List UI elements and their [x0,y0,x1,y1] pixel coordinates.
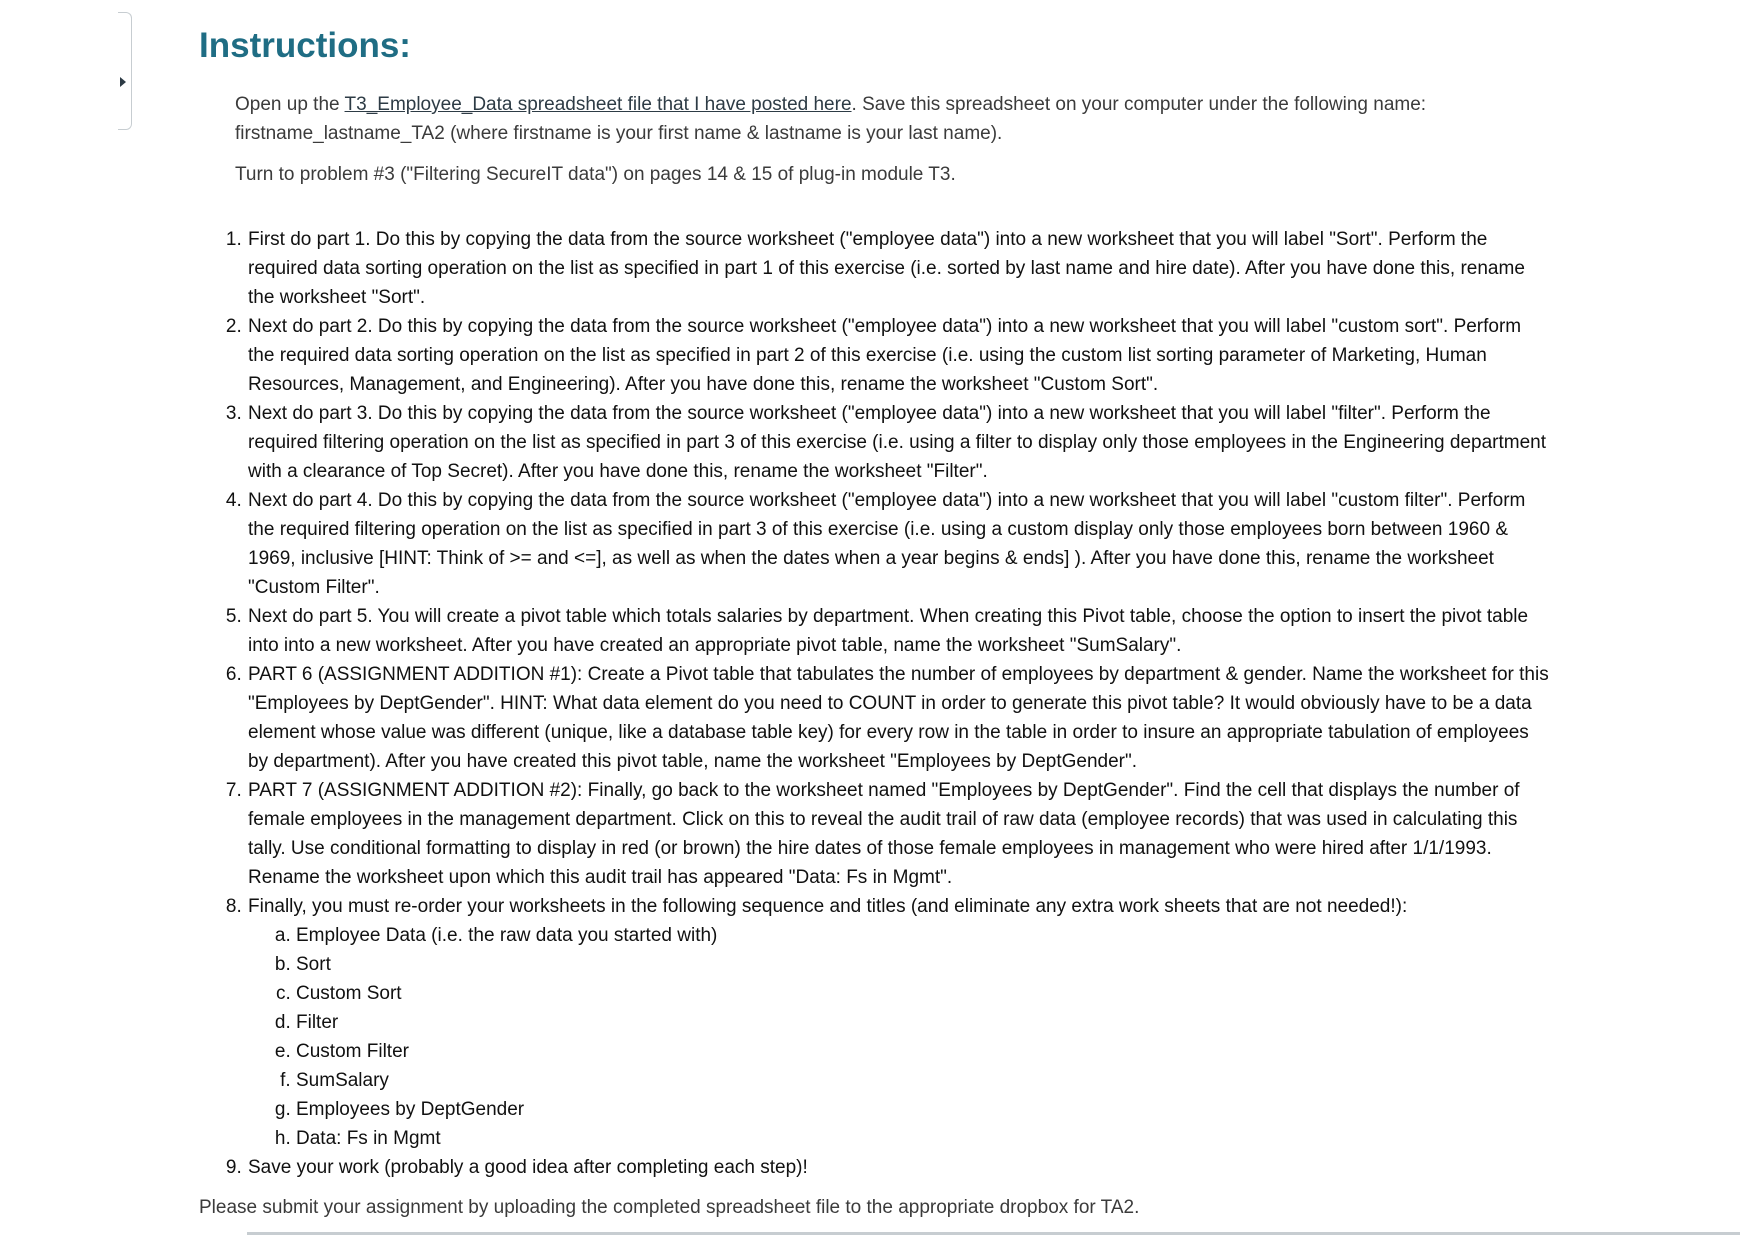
worksheet-order-item: e. Custom Filter [296,1037,1549,1066]
step-item: 4. Next do part 4. Do this by copying the data from the source worksheet ("employee data") into a new worksheet that you will label "custom filter". Perform the required filtering operation on the list as specified in part 3 of this exercise (i.e. using a custom display only those employees born between 1960 & 1969, inclusive [HINT: Think of >= and <=], as well as when the dates when a year begins & ends] ). After you have done this, rename the worksheet "Custom Filter". [247,486,1549,602]
worksheet-order-item: c. Custom Sort [296,979,1549,1008]
step-item: 6. PART 6 (ASSIGNMENT ADDITION #1): Create a Pivot table that tabulates the number of employees by department & gender. Name the worksheet for this "Employees by DeptGender". HINT: What data element do you need to COUNT in order to generate this pivot table? It would obviously have to be a data element whose value was different (unique, like a database table key) for every row in the table in order to insure an appropriate tabulation of employees by department). After you have created this pivot table, name the worksheet "Employees by DeptGender". [247,660,1549,776]
step-item: 3. Next do part 3. Do this by copying the data from the source worksheet ("employee data") into a new worksheet that you will label "filter". Perform the required filtering operation on the list as specified in part 3 of this exercise (i.e. using a filter to display only those employees in the Engineering department with a clearance of Top Secret). After you have done this, rename the worksheet "Filter". [247,399,1549,486]
step-item: 5. Next do part 5. You will create a pivot table which totals salaries by department. When creating this Pivot table, choose the option to insert the pivot table into into a new worksheet. After you have created an appropriate pivot table, name the worksheet "SumSalary". [247,602,1549,660]
submission-note: Please submit your assignment by uploading the completed spreadsheet file to the appropriate dropbox for TA2. [199,1197,1140,1218]
intro-paragraph [235,90,1549,148]
page-title: Instructions: [199,26,411,65]
worksheet-order-item: f. SumSalary [296,1066,1549,1095]
employee-data-file-link[interactable]: T3_Employee_Data spreadsheet file that I have posted here [344,94,852,115]
step-item: 7. PART 7 (ASSIGNMENT ADDITION #2): Finally, go back to the worksheet named "Employees by DeptGender". Find the cell that displays the number of female employees in the management department. Click on this to reveal the audit trail of raw data (employee records) that was used in calculating this tally. Use conditional formatting to display in red (or brown) the hire dates of those female employees in management who were hired after 1/1/1993. Rename the worksheet upon which this audit trail has appeared "Data: Fs in Mgmt". [247,776,1549,892]
intro-section [235,90,1549,189]
step-item [247,892,1549,1153]
worksheet-order-item: a. Employee Data (i.e. the raw data you started with) [296,921,1549,950]
worksheet-order-item: g. Employees by DeptGender [296,1095,1549,1124]
step-item: 1. First do part 1. Do this by copying the data from the source worksheet ("employee data") into a new worksheet that you will label "Sort". Perform the required data sorting operation on the list as specified in part 1 of this exercise (i.e. sorted by last name and hire date). After you have done this, rename the worksheet "Sort". [247,225,1549,312]
step-item: 2. Next do part 2. Do this by copying the data from the source worksheet ("employee data") into a new worksheet that you will label "custom sort". Perform the required data sorting operation on the list as specified in part 2 of this exercise (i.e. using the custom list sorting parameter of Marketing, Human Resources, Management, and Engineering). After you have done this, rename the worksheet "Custom Sort". [247,312,1549,399]
worksheet-order-item: b. Sort [296,950,1549,979]
worksheet-order-list [248,921,1549,1153]
instruction-steps [199,225,1549,1182]
intro-open-suffix: . Save this spreadsheet on your computer under the following name: firstname_lastname_TA2 (where firstname is your first name & lastname is your last name). [235,94,1427,144]
caret-right-icon [120,77,126,87]
worksheet-order-item: h. Data: Fs in Mgmt [296,1124,1549,1153]
sidebar-toggle-button[interactable] [118,12,132,130]
problem-reference: Turn to problem #3 ("Filtering SecureIT data") on pages 14 & 15 of plug-in module T3. [235,164,956,185]
step-item: 9. Save your work (probably a good idea after completing each step)! [247,1153,1549,1182]
page-content [199,22,1549,1222]
intro-open-prefix: Open up the [235,94,345,115]
worksheet-order-item: d. Filter [296,1008,1549,1037]
step-text: Finally, you must re-order your worksheets in the following sequence and titles (and eliminate any extra work sheets that are not needed!): [248,896,1408,917]
